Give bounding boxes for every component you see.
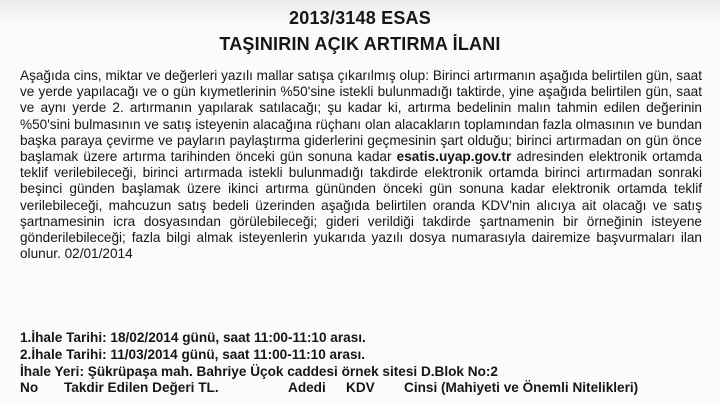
body-text-before-link: Aşağıda cins, miktar ve değerleri yazılı mallar satışa çıkarılmış olup: Birinci artırmanın aşağıda belirtilen gün, saat ve yerde yapılacağı ve o gün kıymetlerinin %50'sine istekli bulunmadığı taktirde, yine aşağıda belirtilen gün, saat ve aynı yerde 2. artırmanın yapılarak satılacağı; şu kadar ki, artırma bedelinin malın tahmin edilen değerinin %50'sini bulmasının ve satış isteyenin alacağına rüçhanı olan alacakların toplamından fazla olmasının ve bundan başka paraya çevirme ve payların paylaştırma giderlerini geçmesinin şart olduğu; birinci artırmadan on gün önce başlamak üzere artırma tarihinden önceki gün sonuna kadar [20, 68, 702, 165]
second-auction-date: 2.İhale Tarihi: 11/03/2014 günü, saat 11:00-11:10 arası. [20, 347, 366, 362]
auction-place: İhale Yeri: Şükrüpaşa mah. Bahriye Üçok caddesi örnek sitesi D.Blok No:2 [20, 364, 498, 379]
items-table-header [0, 380, 720, 398]
first-auction-date: 1.İhale Tarihi: 18/02/2014 günü, saat 11:00-11:10 arası. [20, 330, 366, 345]
column-header-quantity: Adedi [288, 380, 326, 395]
notice-body [20, 68, 702, 262]
column-header-no: No [20, 380, 39, 395]
notice-title: TAŞINIRIN AÇIK ARTIRMA İLANI [219, 34, 501, 54]
column-header-value: Takdir Edilen Değeri TL. [64, 380, 219, 395]
notice-paragraph [20, 68, 702, 262]
esatis-link[interactable]: esatis.uyap.gov.tr [396, 149, 512, 165]
column-header-description: Cinsi (Mahiyeti ve Önemli Nitelikleri) [404, 380, 639, 395]
case-number-title: 2013/3148 ESAS [289, 8, 431, 28]
body-text-after-link: adresinden elektronik ortamda teklif verilebileceği, birinci artırmada istekli bulunmadığı takdirde elektronik ortamda birinci artırmadan sonraki beşinci günden başlamak üzere ikinci artırma gününden önceki gün sonuna kadar elektronik ortamda teklif verilebileceği, mahcuzun satış bedeli üzerinden aşağıda belirtilen oranda KDV'nin alıcıya ait olacağı ve satış şartnamesinin icra dosyasından görülebileceği; gideri verildiği takdirde şartnamenin bir örneğinin isteyene gönderilebileceği; fazla bilgi almak isteyenlerin yukarıda yazılı dosya numarasıyla dairemize başvurmaları ilan olunur. 02/01/2014 [20, 149, 703, 262]
column-header-vat: KDV [346, 380, 375, 395]
